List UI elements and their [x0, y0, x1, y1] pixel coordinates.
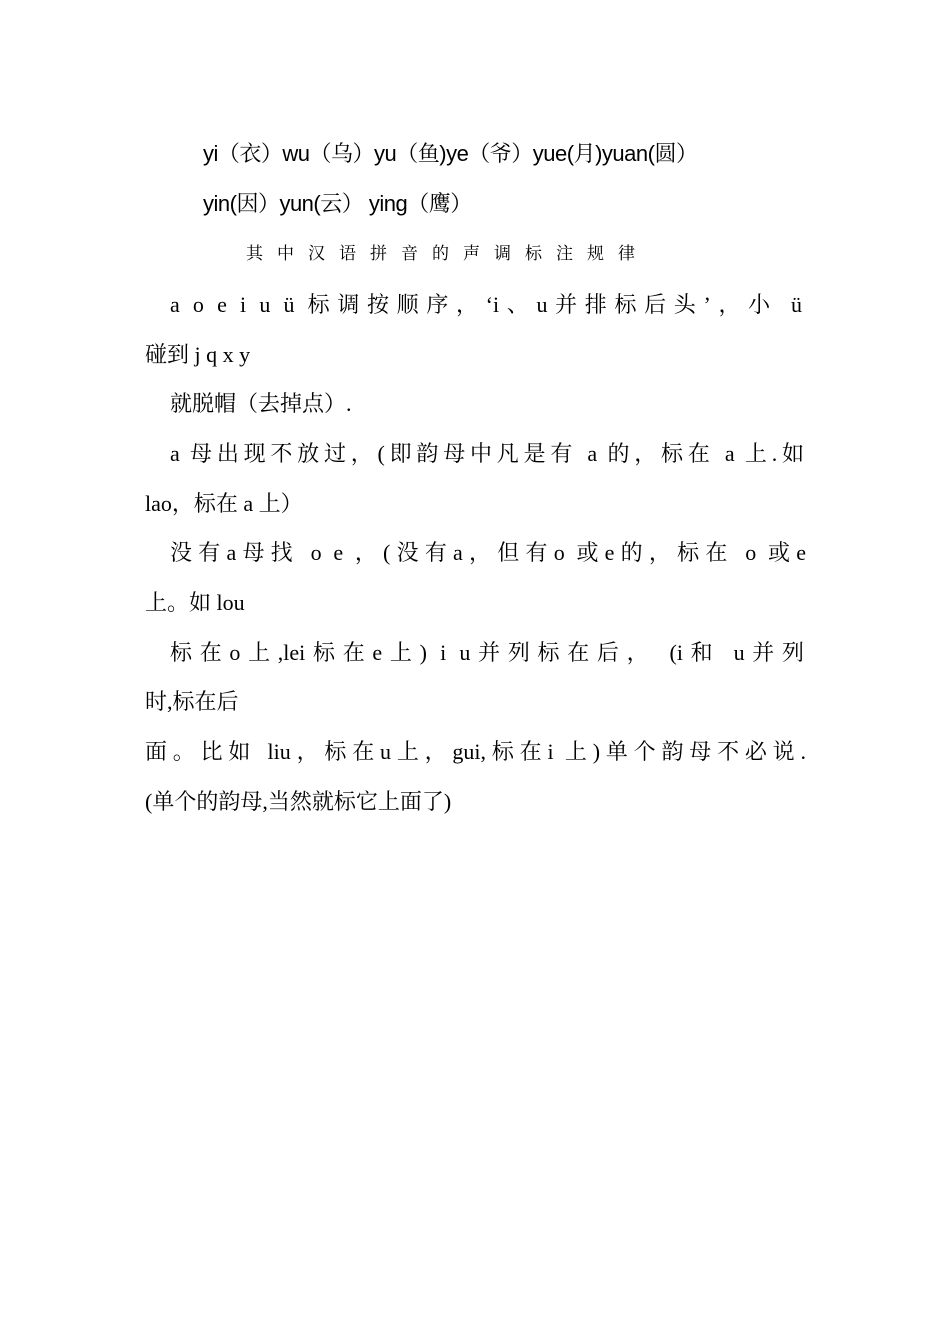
body-line-7: 上。如 lou: [145, 590, 245, 615]
body-line-10: 面。比如 liu，标在u上，gui,标在i 上)单个韵母不必说.: [145, 739, 806, 764]
body-line-1: a o e i u ü 标调按顺序，‘i、u并排标后头’，小 ü: [170, 292, 802, 317]
body-line-9: 时,标在后: [145, 689, 239, 714]
body-line-11: (单个的韵母,当然就标它上面了): [145, 789, 452, 814]
body-line-6: 没有a母找 o e ，(没有a，但有o 或e的，标在 o 或e: [170, 540, 806, 565]
body-line-4: a 母出现不放过，(即韵母中凡是有 a 的，标在 a 上.如: [170, 441, 804, 466]
body-line-8: 标在o上,lei标在e上) i u并列标在后， (i和 u并列: [170, 640, 804, 665]
body-line-5: lao，标在 a 上）: [145, 491, 303, 516]
body-line-3: 就脱帽（去掉点）.: [170, 391, 352, 416]
body-line-2: 碰到 j q x y: [145, 342, 251, 367]
pinyin-line-2: yin(因）yun(云） ying（鹰）: [203, 191, 472, 216]
section-heading: 其中汉语拼音的声调标注规律: [246, 244, 649, 264]
pinyin-line-1: yi（衣）wu（乌）yu（鱼)ye（爷）yue(月)yuan(圆）: [203, 141, 698, 166]
